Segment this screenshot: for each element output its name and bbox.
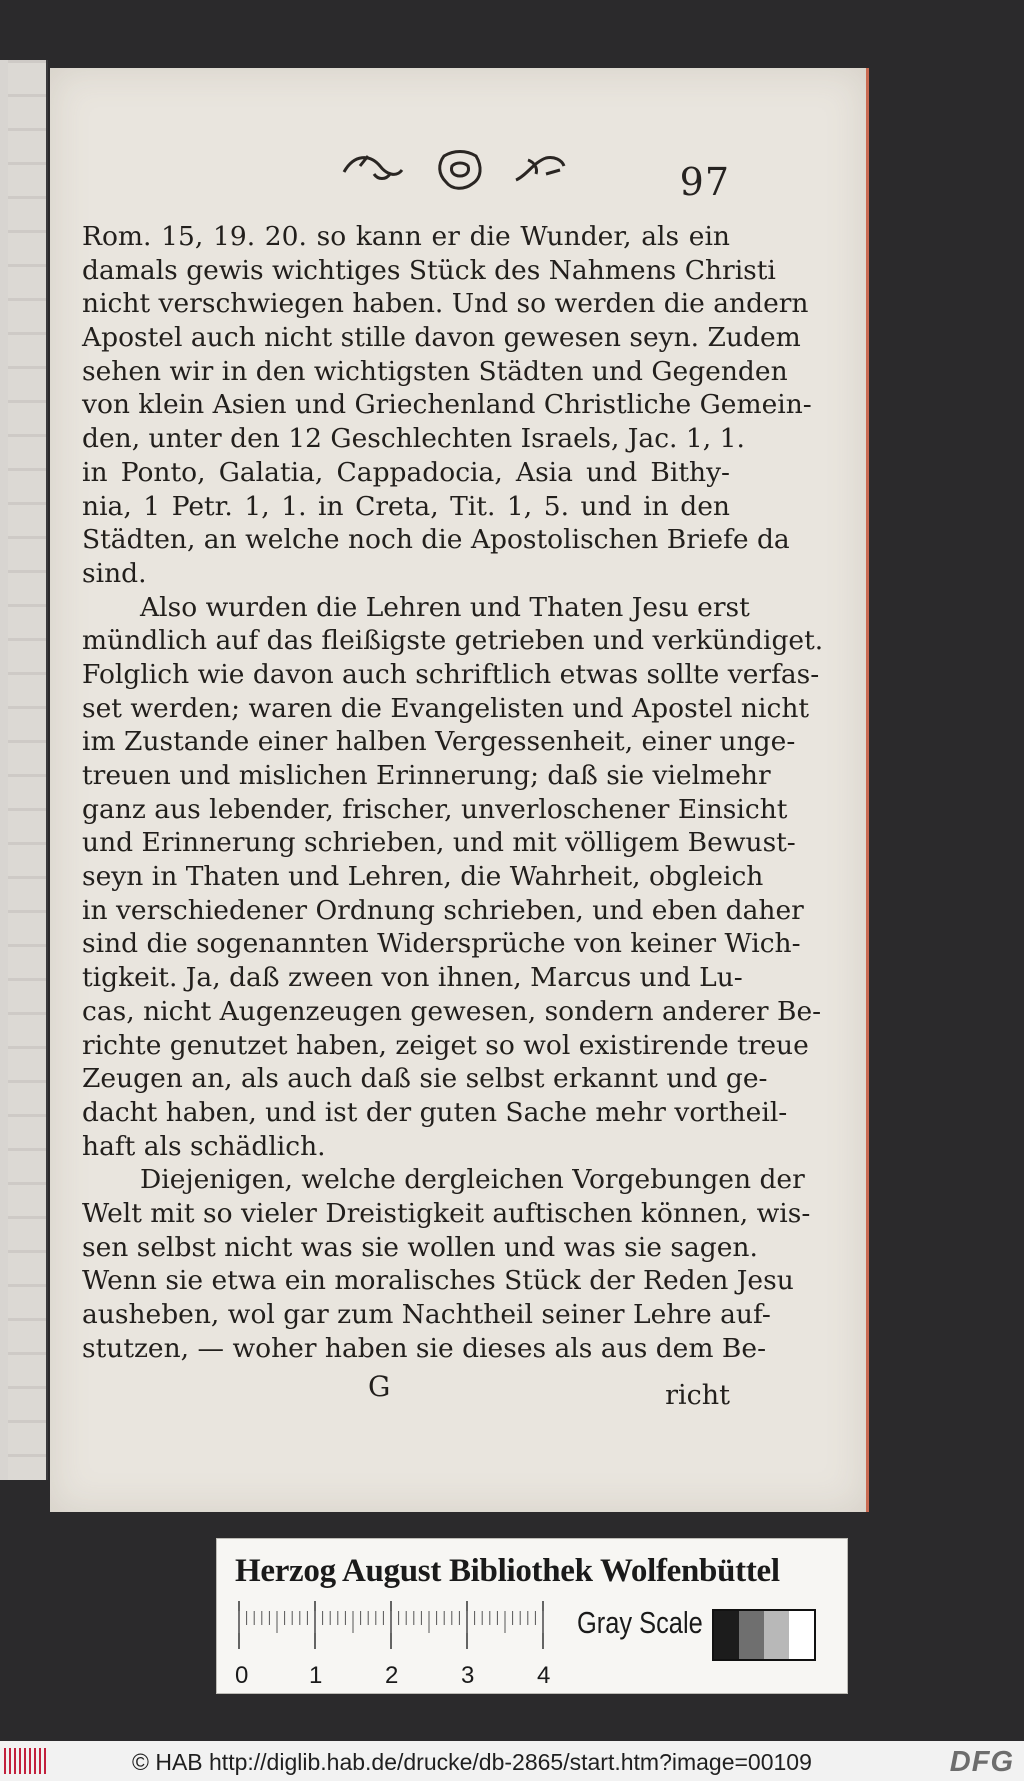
gray-swatch [789,1611,814,1659]
text-line: seyn in Thaten und Lehren, die Wahrheit, obgleich [82,861,764,893]
ruler [235,1599,575,1689]
signature-mark: G [368,1370,391,1403]
text-line: haft als schädlich. [82,1130,326,1162]
text-line: sind die sogenannten Widersprüche von keiner Wich- [82,928,801,960]
ruler-number: 3 [461,1662,475,1689]
text-line: Also wurden die Lehren und Thaten Jesu erst [140,591,750,623]
text-line: dacht haben, und ist der guten Sache mehr vortheil- [82,1096,788,1128]
text-line: nicht verschwiegen haben. Und so werden die andern [82,288,809,320]
text-line: Städten, an welche noch die Apostolischen Briefe da [82,524,790,556]
library-name: Herzog August Bibliothek Wolfenbüttel [235,1553,780,1589]
text-line: tigkeit. Ja, daß zween von ihnen, Marcus und Lu- [82,962,743,994]
ruler-number: 2 [385,1662,399,1689]
catchword: richt [665,1380,730,1411]
gray-swatch [714,1611,739,1659]
text-line: von klein Asien und Griechenland Christliche Gemein- [82,389,812,421]
gray-scale-swatches [712,1609,816,1661]
color-scale-card [216,1538,848,1694]
adjacent-page-edge [0,60,48,1480]
footer-bar [0,1741,1024,1781]
page-text [82,220,824,1365]
gray-swatch [764,1611,789,1659]
text-line: richte genutzet haben, zeiget so wol existirende treue [82,1029,809,1061]
gray-scale-label: Gray Scale [577,1605,703,1640]
text-line: Welt mit so vieler Dreistigkeit auftischen können, wis- [82,1197,811,1229]
adjacent-page-texture [8,60,46,1480]
text-line: im Zustande einer halben Vergessenheit, einer unge- [82,726,796,758]
text-line: Rom. 15, 19. 20. so kann er die Wunder, als ein [82,221,730,252]
text-line: den, unter den 12 Geschlechten Israels, Jac. 1, 1. [82,423,745,455]
gray-swatch [739,1611,764,1659]
text-line: Wenn sie etwa ein moralisches Stück der Reden Jesu [82,1265,794,1297]
text-line: ganz aus lebender, frischer, unverloschener Einsicht [82,793,788,825]
text-line: treuen und mislichen Erinnerung; daß sie vielmehr [82,760,771,791]
text-line: ausheben, wol gar zum Nachtheil seiner Lehre auf- [82,1299,771,1330]
text-line: mündlich auf das fleißigste getrieben und verkündiget. [82,625,824,657]
hab-barcode-logo [4,1748,46,1774]
text-line: in Ponto, Galatia, Cappadocia, Asia und Bithy- [82,456,730,488]
ruler-number: 1 [309,1662,323,1689]
text-line: damals gewis wichtiges Stück des Nahmens Christi [82,254,776,286]
dfg-logo: DFG [949,1746,1014,1778]
page-number: 97 [679,160,730,204]
text-line: stutzen, — woher haben sie dieses als aus dem Be- [82,1332,767,1364]
text-line: und Erinnerung schrieben, und mit völligem Bewust- [82,827,796,859]
text-line: Diejenigen, welche dergleichen Vorgebungen der [140,1164,805,1196]
text-line: Zeugen an, als auch daß sie selbst erkannt und ge- [82,1063,768,1095]
text-line: sind. [82,557,147,589]
text-line: in verschiedener Ordnung schrieben, und eben daher [82,894,804,926]
text-line: sen selbst nicht was sie wollen und was sie sagen. [82,1231,758,1263]
text-line: cas, nicht Augenzeugen gewesen, sondern anderer Be- [82,995,822,1027]
text-line: Folglich wie davon auch schriftlich etwas sollte verfas- [82,658,820,690]
text-line: nia, 1 Petr. 1, 1. in Creta, Tit. 1, 5. und in den [82,490,730,522]
ornament-header [340,144,580,192]
ruler-number: 4 [537,1662,551,1689]
text-line: sehen wir in den wichtigsten Städten und Gegenden [82,355,788,387]
source-link[interactable]: © HAB http://diglib.hab.de/drucke/db-2865/start.htm?image=00109 [132,1749,812,1775]
ruler-number: 0 [235,1662,249,1689]
text-line: Apostel auch nicht stille davon gewesen seyn. Zudem [82,322,801,354]
book-page [50,68,869,1512]
text-line: set werden; waren die Evangelisten und Apostel nicht [82,692,810,724]
